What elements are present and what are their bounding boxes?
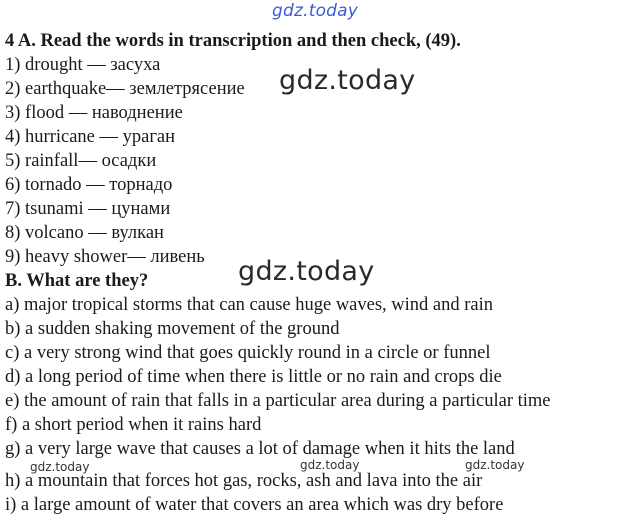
definition-item: h) a mountain that forces hot gas, rocks, ash and lava into the air — [5, 471, 483, 491]
word-item: 1) drought — засуха — [5, 55, 161, 75]
exercise-title: 4 A. Read the words in transcription and then check, (49). — [5, 31, 461, 51]
definition-item: f) a short period when it rains hard — [5, 415, 262, 435]
word-item: 3) flood — наводнение — [5, 103, 183, 123]
watermark-top: gdz.today — [272, 1, 359, 21]
word-item: 9) heavy shower— ливень — [5, 247, 205, 267]
word-item: 7) tsunami — цунами — [5, 199, 171, 219]
word-item: 8) volcano — вулкан — [5, 223, 164, 243]
definition-item: i) a large amount of water that covers an area which was dry before — [5, 495, 504, 515]
definition-item: g) a very large wave that causes a lot of damage when it hits the land — [5, 439, 515, 459]
watermark-center: gdz.today — [238, 256, 375, 287]
definition-item: e) the amount of rain that falls in a particular area during a particular time — [5, 391, 551, 411]
watermark-center: gdz.today — [279, 65, 416, 96]
watermark-small: gdz.today — [300, 458, 360, 472]
word-item: 5) rainfall— осадки — [5, 151, 157, 171]
word-item: 6) tornado — торнадо — [5, 175, 173, 195]
watermark-small: gdz.today — [30, 460, 90, 474]
word-item: 4) hurricane — ураган — [5, 127, 176, 147]
definition-item: c) a very strong wind that goes quickly round in a circle or funnel — [5, 343, 491, 363]
watermark-small: gdz.today — [465, 458, 525, 472]
word-item: 2) earthquake— землетрясение — [5, 79, 245, 99]
definition-item: a) major tropical storms that can cause huge waves, wind and rain — [5, 295, 494, 315]
definition-item: b) a sudden shaking movement of the ground — [5, 319, 340, 339]
part-b-title: B. What are they? — [5, 271, 149, 291]
definition-item: d) a long period of time when there is little or no rain and crops die — [5, 367, 502, 387]
